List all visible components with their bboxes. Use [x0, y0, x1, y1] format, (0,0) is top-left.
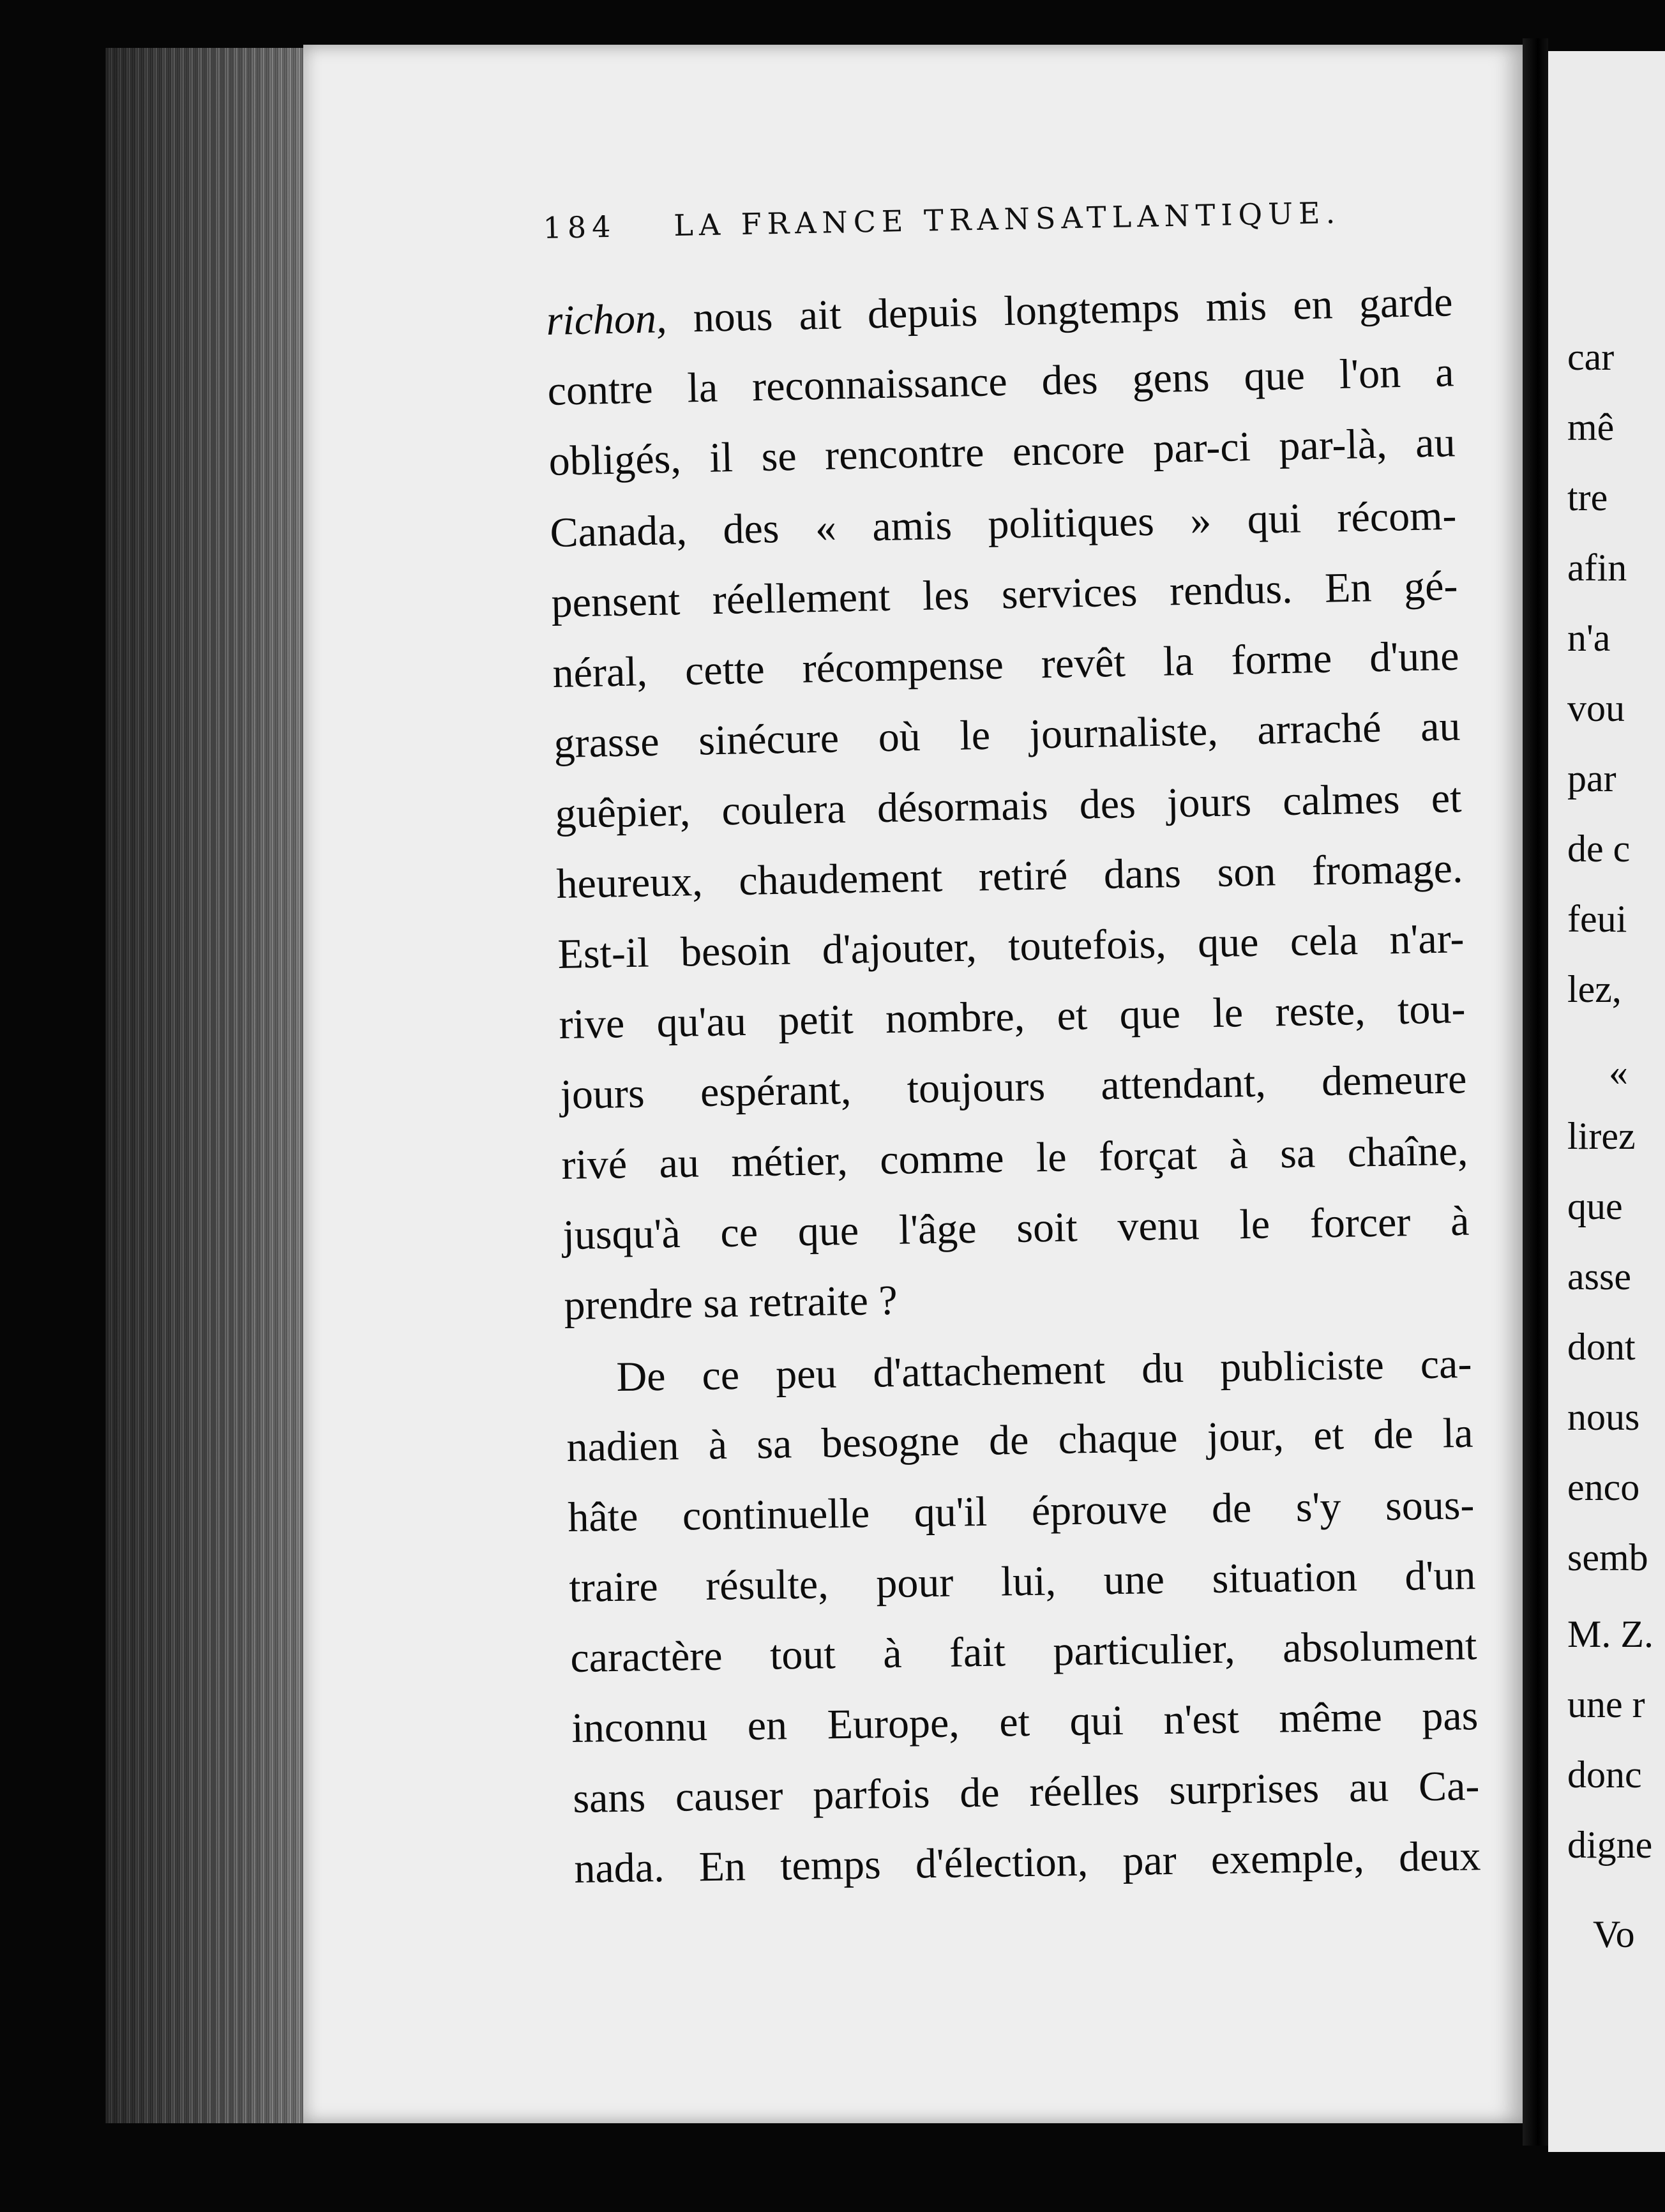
facing-line: tre — [1567, 476, 1608, 519]
facing-line: asse — [1567, 1255, 1631, 1298]
text-line: traire résulte, pour lui, une situation d'un — [568, 1552, 1476, 1611]
text-line: caractère tout à fait particulier, absolument — [569, 1622, 1477, 1681]
facing-line: M. Z. — [1567, 1613, 1654, 1655]
text-line: Canada, des « amis politiques » qui récom- — [549, 492, 1458, 556]
facing-line: car — [1567, 336, 1615, 378]
facing-line: de c — [1567, 828, 1631, 870]
facing-line: lirez — [1567, 1115, 1636, 1157]
text-line: sans causer parfois de réelles surprises au Ca- — [572, 1762, 1480, 1822]
text-line: jours espérant, toujours attendant, demeure — [559, 1056, 1467, 1118]
facing-line: feui — [1567, 898, 1627, 940]
facing-line: Vo — [1593, 1913, 1635, 1955]
facing-line: que — [1567, 1185, 1623, 1227]
text-line: nadien à sa besogne de chaque jour, et de la — [566, 1409, 1473, 1471]
facing-line: « — [1609, 1051, 1628, 1093]
page-number: 184 — [543, 209, 617, 245]
text-line: obligés, il se rencontre encore par-ci par-là, au — [548, 419, 1456, 485]
running-title: LA FRANCE TRANSATLANTIQUE. — [673, 195, 1341, 243]
text-line: rivé au métier, comme le forçat à sa chaîne, — [561, 1127, 1468, 1188]
facing-line: afin — [1567, 547, 1627, 589]
page-edges — [105, 48, 310, 2123]
facing-line: par — [1567, 757, 1616, 799]
facing-line: digne — [1567, 1824, 1653, 1866]
text-line: prendre sa retraite ? — [563, 1276, 898, 1329]
text-line: Est-il besoin d'ajouter, toutefois, que cela n'ar- — [557, 915, 1465, 978]
book-gutter — [1523, 38, 1548, 2146]
text-line: rive qu'au petit nombre, et que le reste, tou- — [558, 985, 1466, 1048]
text-line: néral, cette récompense revêt la forme d'une — [552, 632, 1460, 697]
italic-word: richon, — [545, 295, 668, 344]
text-line: nada. En temps d'élection, par exemple, deux — [573, 1833, 1481, 1892]
facing-line: dont — [1567, 1326, 1636, 1368]
facing-page — [1548, 51, 1665, 2152]
facing-line: mê — [1567, 406, 1615, 448]
facing-line: vou — [1567, 687, 1625, 729]
text-line: contre la reconnaissance des gens que l'on a — [546, 349, 1455, 414]
facing-line: une r — [1567, 1683, 1645, 1725]
text-line: grasse sinécure où le journaliste, arraché au — [553, 702, 1461, 767]
facing-line: lez, — [1567, 968, 1622, 1010]
facing-line: enco — [1567, 1466, 1640, 1508]
text-line-content: nous ait depuis longtemps mis en garde — [666, 278, 1454, 342]
text-line: jusqu'à ce que l'âge soit venu le forcer à — [562, 1197, 1470, 1259]
text-line: guêpier, coulera désormais des jours calmes et — [554, 775, 1462, 837]
text-line: pensent réellement les services rendus. En gé- — [550, 562, 1459, 626]
facing-line: donc — [1567, 1754, 1642, 1796]
text-line: heureux, chaudement retiré dans son fromage. — [555, 845, 1463, 907]
facing-line: n'a — [1567, 617, 1611, 659]
text-line: De ce peu d'attachement du publiciste ca- — [615, 1340, 1472, 1400]
text-line: hâte continuelle qu'il éprouve de s'y sous- — [567, 1481, 1475, 1541]
facing-line: semb — [1567, 1536, 1648, 1579]
facing-line: nous — [1567, 1396, 1640, 1438]
text-line: inconnu en Europe, et qui n'est même pas — [571, 1692, 1479, 1752]
